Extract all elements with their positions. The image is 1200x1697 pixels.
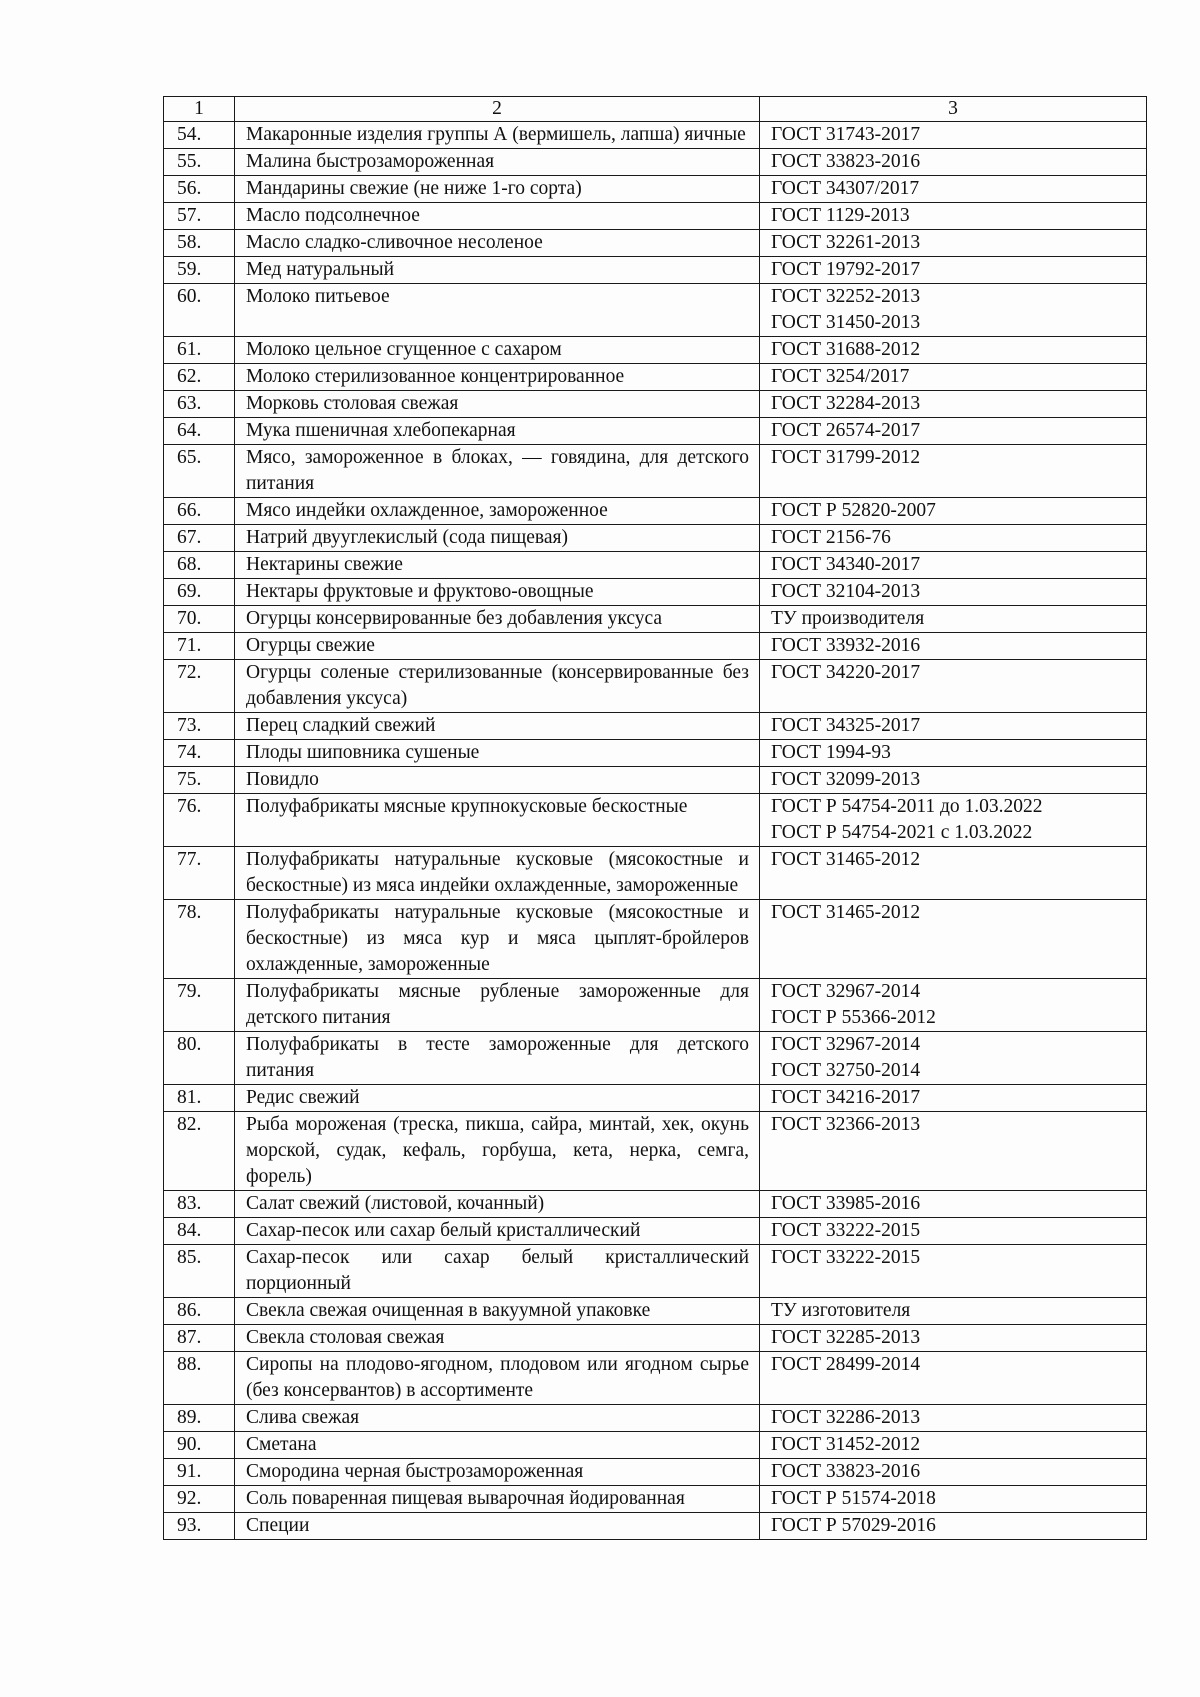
product-name: Огурцы свежие — [235, 633, 760, 660]
row-number: 82. — [164, 1112, 235, 1191]
product-name: Специи — [235, 1513, 760, 1540]
table-row — [164, 1191, 1147, 1218]
row-number: 79. — [164, 979, 235, 1032]
product-name: Свекла свежая очищенная в вакуумной упаковке — [235, 1298, 760, 1325]
product-name: Молоко цельное сгущенное с сахаром — [235, 337, 760, 364]
standard-reference: ГОСТ 33823-2016 — [760, 1459, 1147, 1486]
standard-reference: ГОСТ 1994-93 — [760, 740, 1147, 767]
standard-reference: ГОСТ 1129-2013 — [760, 203, 1147, 230]
row-number: 58. — [164, 230, 235, 257]
standard-reference: ГОСТ 31688-2012 — [760, 337, 1147, 364]
product-name: Полуфабрикаты натуральные кусковые (мясокостные и бескостные) из мяса кур и мяса цыплят-бройлеров охлажденные, замороженные — [235, 900, 760, 979]
standard-reference: ГОСТ 31743-2017 — [760, 122, 1147, 149]
row-number: 91. — [164, 1459, 235, 1486]
table-row — [164, 284, 1147, 337]
product-name: Сметана — [235, 1432, 760, 1459]
table-row — [164, 794, 1147, 847]
table-row — [164, 900, 1147, 979]
product-name: Полуфабрикаты в тесте замороженные для детского питания — [235, 1032, 760, 1085]
table-row — [164, 1218, 1147, 1245]
standard-reference: ГОСТ Р 54754-2011 до 1.03.2022 ГОСТ Р 54754-2021 с 1.03.2022 — [760, 794, 1147, 847]
product-name: Молоко стерилизованное концентрированное — [235, 364, 760, 391]
table-row — [164, 1245, 1147, 1298]
product-name: Мясо индейки охлажденное, замороженное — [235, 498, 760, 525]
table-row — [164, 767, 1147, 794]
table-row — [164, 1032, 1147, 1085]
standard-reference: ТУ изготовителя — [760, 1298, 1147, 1325]
standard-reference: ГОСТ 32286-2013 — [760, 1405, 1147, 1432]
standard-reference: ГОСТ 28499-2014 — [760, 1352, 1147, 1405]
row-number: 67. — [164, 525, 235, 552]
table-row — [164, 498, 1147, 525]
product-name: Салат свежий (листовой, кочанный) — [235, 1191, 760, 1218]
table-row — [164, 203, 1147, 230]
row-number: 88. — [164, 1352, 235, 1405]
product-name: Морковь столовая свежая — [235, 391, 760, 418]
product-name: Макаронные изделия группы А (вермишель, лапша) яичные — [235, 122, 760, 149]
row-number: 69. — [164, 579, 235, 606]
standard-reference: ГОСТ 31799-2012 — [760, 445, 1147, 498]
row-number: 76. — [164, 794, 235, 847]
row-number: 87. — [164, 1325, 235, 1352]
standard-reference: ГОСТ 32252-2013 ГОСТ 31450-2013 — [760, 284, 1147, 337]
product-name: Мед натуральный — [235, 257, 760, 284]
column-header-name: 2 — [235, 97, 760, 122]
row-number: 85. — [164, 1245, 235, 1298]
table-row — [164, 633, 1147, 660]
table-header-row — [164, 97, 1147, 122]
table-row — [164, 847, 1147, 900]
standard-reference: ГОСТ 32366-2013 — [760, 1112, 1147, 1191]
row-number: 71. — [164, 633, 235, 660]
product-name: Молоко питьевое — [235, 284, 760, 337]
table-row — [164, 1085, 1147, 1112]
row-number: 65. — [164, 445, 235, 498]
standard-reference: ГОСТ 3254/2017 — [760, 364, 1147, 391]
row-number: 54. — [164, 122, 235, 149]
column-header-standard: 3 — [760, 97, 1147, 122]
table-row — [164, 660, 1147, 713]
standard-reference: ГОСТ 32967-2014 ГОСТ Р 55366-2012 — [760, 979, 1147, 1032]
table-row — [164, 1298, 1147, 1325]
table-row — [164, 364, 1147, 391]
row-number: 81. — [164, 1085, 235, 1112]
table-row — [164, 1459, 1147, 1486]
product-name: Масло подсолнечное — [235, 203, 760, 230]
product-name: Слива свежая — [235, 1405, 760, 1432]
row-number: 68. — [164, 552, 235, 579]
standard-reference: ТУ производителя — [760, 606, 1147, 633]
product-name: Сахар-песок или сахар белый кристаллический — [235, 1218, 760, 1245]
product-name: Редис свежий — [235, 1085, 760, 1112]
standard-reference: ГОСТ 31465-2012 — [760, 847, 1147, 900]
table-row — [164, 418, 1147, 445]
row-number: 63. — [164, 391, 235, 418]
table-row — [164, 176, 1147, 203]
standard-reference: ГОСТ 34325-2017 — [760, 713, 1147, 740]
table-row — [164, 713, 1147, 740]
row-number: 90. — [164, 1432, 235, 1459]
row-number: 66. — [164, 498, 235, 525]
standard-reference: ГОСТ 34307/2017 — [760, 176, 1147, 203]
table-row — [164, 337, 1147, 364]
product-name: Огурцы соленые стерилизованные (консервированные без добавления уксуса) — [235, 660, 760, 713]
product-name: Нектары фруктовые и фруктово-овощные — [235, 579, 760, 606]
table-row — [164, 1405, 1147, 1432]
product-name: Натрий двууглекислый (сода пищевая) — [235, 525, 760, 552]
row-number: 89. — [164, 1405, 235, 1432]
table-row — [164, 979, 1147, 1032]
product-name: Масло сладко-сливочное несоленое — [235, 230, 760, 257]
row-number: 75. — [164, 767, 235, 794]
table-row — [164, 1486, 1147, 1513]
product-name: Полуфабрикаты натуральные кусковые (мясокостные и бескостные) из мяса индейки охлажденные, замороженные — [235, 847, 760, 900]
standard-reference: ГОСТ 32261-2013 — [760, 230, 1147, 257]
standard-reference: ГОСТ 32099-2013 — [760, 767, 1147, 794]
row-number: 80. — [164, 1032, 235, 1085]
product-name: Перец сладкий свежий — [235, 713, 760, 740]
table-row — [164, 1112, 1147, 1191]
product-name: Плоды шиповника сушеные — [235, 740, 760, 767]
standard-reference: ГОСТ 32104-2013 — [760, 579, 1147, 606]
standard-reference: ГОСТ 33823-2016 — [760, 149, 1147, 176]
standard-reference: ГОСТ Р 52820-2007 — [760, 498, 1147, 525]
standard-reference: ГОСТ 33932-2016 — [760, 633, 1147, 660]
row-number: 78. — [164, 900, 235, 979]
product-name: Сиропы на плодово-ягодном, плодовом или ягодном сырье (без консервантов) в ассортименте — [235, 1352, 760, 1405]
row-number: 83. — [164, 1191, 235, 1218]
table-row — [164, 606, 1147, 633]
standard-reference: ГОСТ 26574-2017 — [760, 418, 1147, 445]
row-number: 74. — [164, 740, 235, 767]
standard-reference: ГОСТ 34340-2017 — [760, 552, 1147, 579]
table-row — [164, 122, 1147, 149]
products-standards-table — [163, 96, 1147, 1540]
product-name: Повидло — [235, 767, 760, 794]
row-number: 70. — [164, 606, 235, 633]
standard-reference: ГОСТ 34216-2017 — [760, 1085, 1147, 1112]
table-row — [164, 230, 1147, 257]
table-row — [164, 1432, 1147, 1459]
product-name: Мандарины свежие (не ниже 1-го сорта) — [235, 176, 760, 203]
product-name: Огурцы консервированные без добавления уксуса — [235, 606, 760, 633]
table-row — [164, 1325, 1147, 1352]
product-name: Полуфабрикаты мясные крупнокусковые бескостные — [235, 794, 760, 847]
product-name: Сахар-песок или сахар белый кристаллический порционный — [235, 1245, 760, 1298]
standard-reference: ГОСТ 32967-2014 ГОСТ 32750-2014 — [760, 1032, 1147, 1085]
row-number: 72. — [164, 660, 235, 713]
standard-reference: ГОСТ 33985-2016 — [760, 1191, 1147, 1218]
table-row — [164, 1352, 1147, 1405]
row-number: 60. — [164, 284, 235, 337]
row-number: 86. — [164, 1298, 235, 1325]
row-number: 73. — [164, 713, 235, 740]
product-name: Свекла столовая свежая — [235, 1325, 760, 1352]
table-row — [164, 391, 1147, 418]
table-row — [164, 149, 1147, 176]
table-row — [164, 552, 1147, 579]
product-name: Рыба мороженая (треска, пикша, сайра, минтай, хек, окунь морской, судак, кефаль, горбуша, кета, нерка, семга, форель) — [235, 1112, 760, 1191]
row-number: 92. — [164, 1486, 235, 1513]
standard-reference: ГОСТ 2156-76 — [760, 525, 1147, 552]
row-number: 62. — [164, 364, 235, 391]
row-number: 77. — [164, 847, 235, 900]
row-number: 93. — [164, 1513, 235, 1540]
row-number: 55. — [164, 149, 235, 176]
row-number: 64. — [164, 418, 235, 445]
standard-reference: ГОСТ 32284-2013 — [760, 391, 1147, 418]
product-name: Малина быстрозамороженная — [235, 149, 760, 176]
row-number: 56. — [164, 176, 235, 203]
table-row — [164, 525, 1147, 552]
column-header-number: 1 — [164, 97, 235, 122]
table-row — [164, 579, 1147, 606]
product-name: Соль поваренная пищевая выварочная йодированная — [235, 1486, 760, 1513]
standard-reference: ГОСТ 34220-2017 — [760, 660, 1147, 713]
standard-reference: ГОСТ Р 51574-2018 — [760, 1486, 1147, 1513]
table-row — [164, 740, 1147, 767]
standard-reference: ГОСТ 19792-2017 — [760, 257, 1147, 284]
standard-reference: ГОСТ 33222-2015 — [760, 1245, 1147, 1298]
table-row — [164, 1513, 1147, 1540]
row-number: 57. — [164, 203, 235, 230]
standard-reference: ГОСТ Р 57029-2016 — [760, 1513, 1147, 1540]
product-name: Мясо, замороженное в блоках, — говядина, для детского питания — [235, 445, 760, 498]
row-number: 59. — [164, 257, 235, 284]
product-name: Мука пшеничная хлебопекарная — [235, 418, 760, 445]
standard-reference: ГОСТ 31465-2012 — [760, 900, 1147, 979]
product-name: Смородина черная быстрозамороженная — [235, 1459, 760, 1486]
row-number: 61. — [164, 337, 235, 364]
product-name: Нектарины свежие — [235, 552, 760, 579]
standard-reference: ГОСТ 31452-2012 — [760, 1432, 1147, 1459]
standard-reference: ГОСТ 32285-2013 — [760, 1325, 1147, 1352]
table-row — [164, 257, 1147, 284]
row-number: 84. — [164, 1218, 235, 1245]
standard-reference: ГОСТ 33222-2015 — [760, 1218, 1147, 1245]
table-row — [164, 445, 1147, 498]
product-name: Полуфабрикаты мясные рубленые замороженные для детского питания — [235, 979, 760, 1032]
